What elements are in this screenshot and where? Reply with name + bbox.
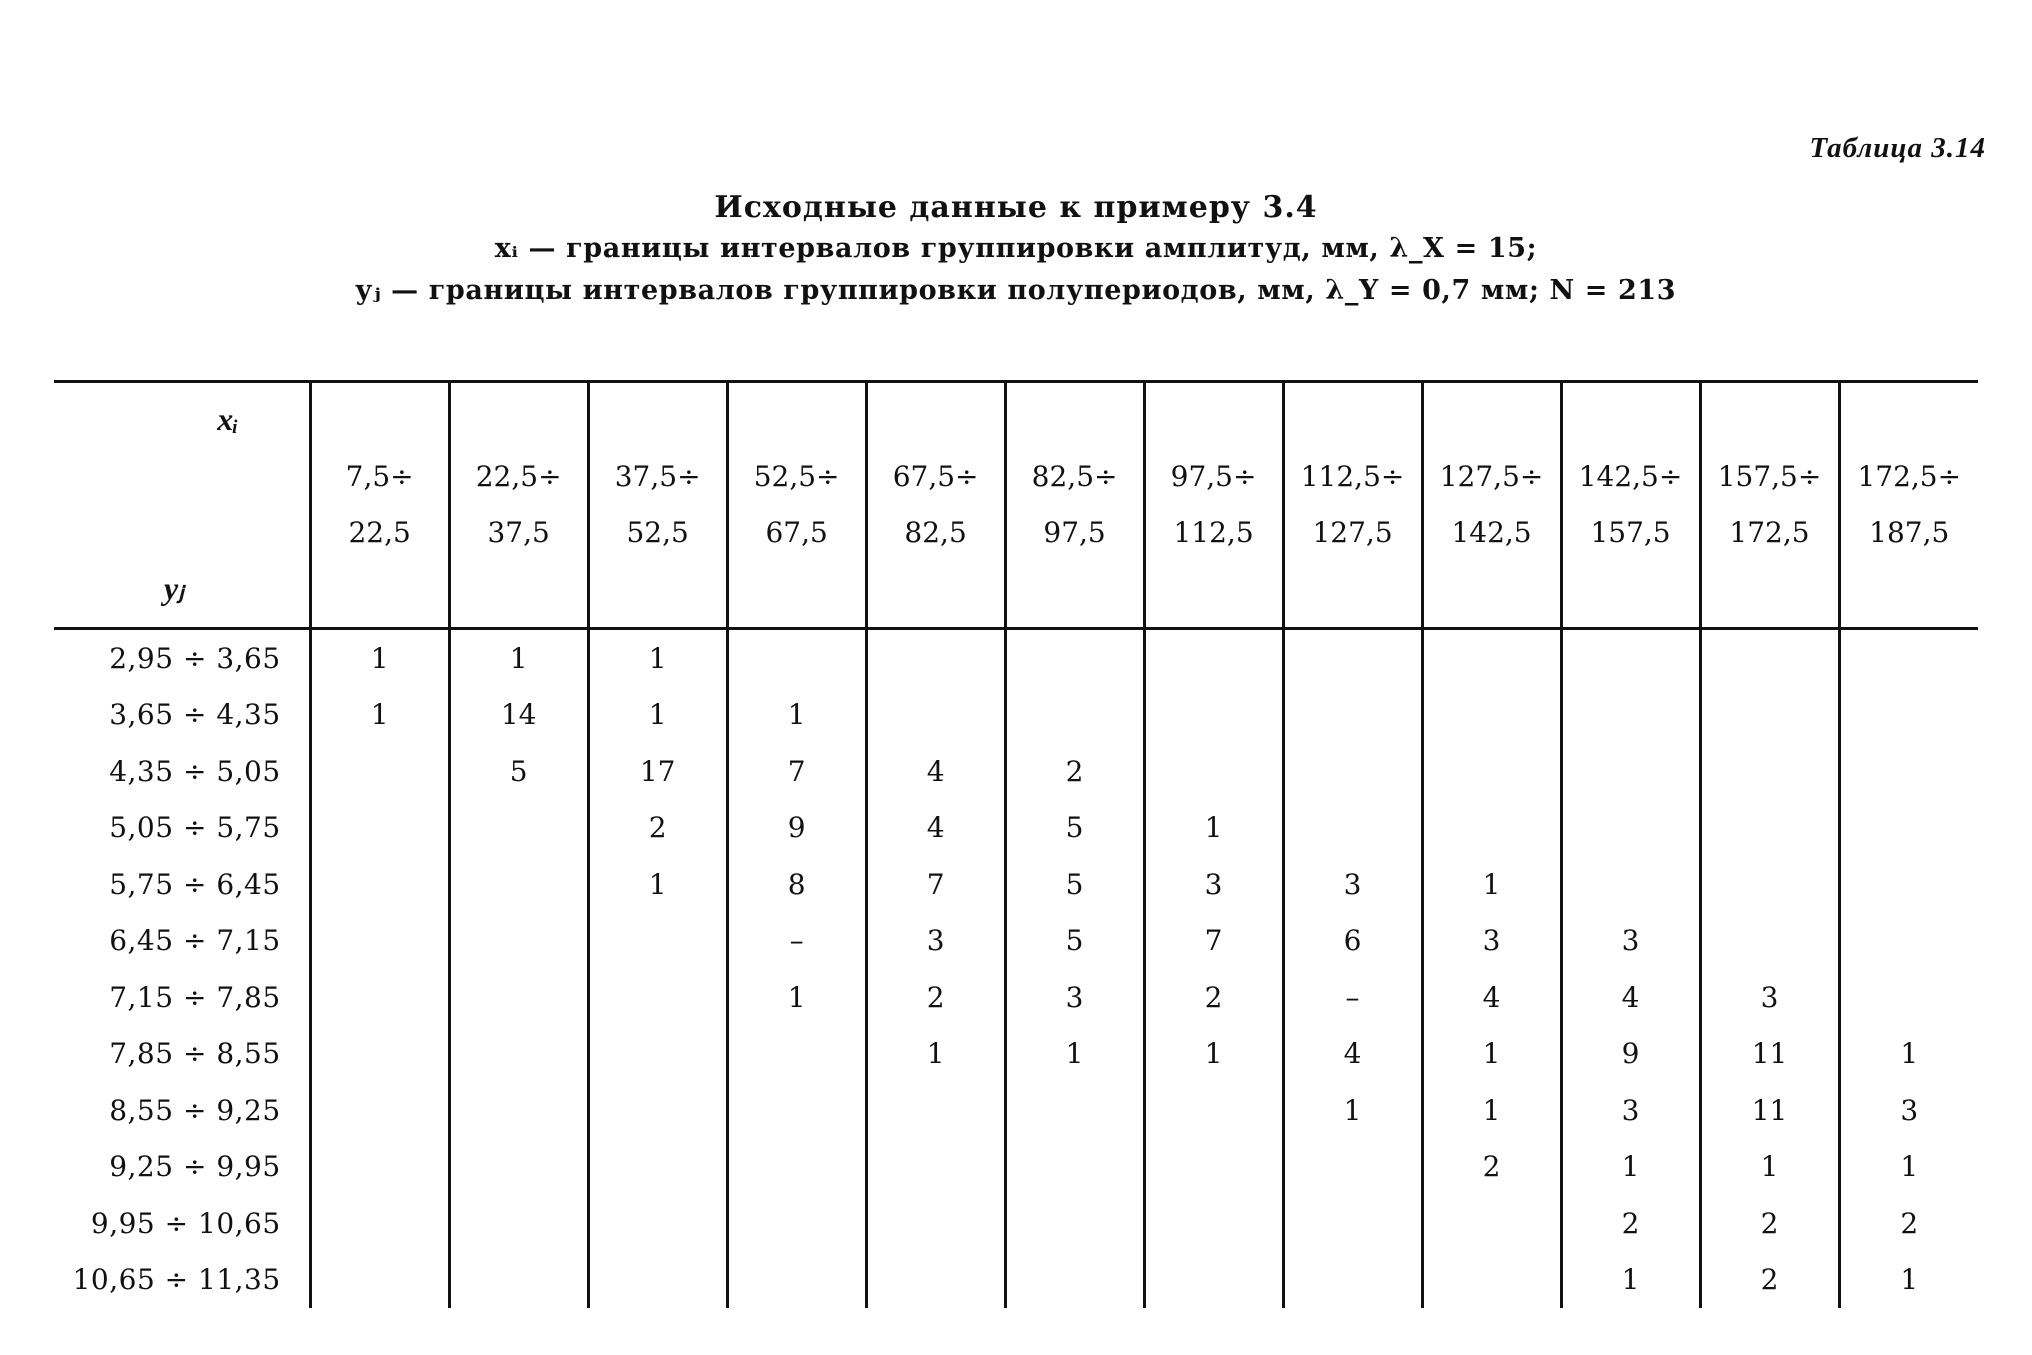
frequency-cell <box>866 629 1005 687</box>
frequency-cell <box>588 913 727 970</box>
frequency-cell: 1 <box>727 687 866 744</box>
frequency-cell <box>1283 1252 1422 1309</box>
frequency-cell: 1 <box>1900 1150 1919 1184</box>
x-interval-start: 22,5÷ <box>475 460 562 493</box>
x-interval-header <box>588 383 727 627</box>
frequency-cell: 1 <box>1144 800 1283 857</box>
frequency-cell <box>449 969 588 1026</box>
table-row <box>54 1195 1978 1252</box>
x-interval-end: 97,5 <box>1043 516 1106 549</box>
frequency-cell <box>1005 629 1144 687</box>
frequency-cell: 1 <box>1561 1252 1700 1309</box>
table-row <box>54 743 1978 800</box>
x-interval-end: 142,5 <box>1451 516 1532 549</box>
frequency-cell <box>866 1139 1005 1196</box>
frequency-cell: 3 <box>1561 1082 1700 1139</box>
frequency-cell: 1 <box>1900 1263 1919 1297</box>
frequency-cell: 1 <box>588 856 727 913</box>
frequency-cell <box>1005 1082 1144 1139</box>
x-interval-start: 7,5÷ <box>345 460 414 493</box>
frequency-cell <box>1561 743 1700 800</box>
frequency-cell <box>1839 969 1978 1026</box>
frequency-cell: 3 <box>1900 1093 1919 1127</box>
frequency-cell <box>727 1026 866 1083</box>
y-interval-label: 3,65 ÷ 4,35 <box>54 687 310 744</box>
frequency-cell <box>727 1082 866 1139</box>
x-interval-header <box>1700 383 1839 627</box>
frequency-cell: 3 <box>1144 856 1283 913</box>
y-interval-label: 6,45 ÷ 7,15 <box>54 913 310 970</box>
frequency-cell: 1 <box>449 629 588 687</box>
frequency-cell: 2 <box>1422 1139 1561 1196</box>
frequency-cell <box>588 1139 727 1196</box>
frequency-cell <box>449 856 588 913</box>
frequency-cell: 3 <box>1422 913 1561 970</box>
frequency-cell <box>1700 800 1839 857</box>
frequency-cell: 6 <box>1283 913 1422 970</box>
frequency-cell <box>588 1252 727 1309</box>
frequency-cell <box>1005 1252 1144 1309</box>
frequency-cell <box>1839 800 1978 857</box>
x-interval-header <box>1144 383 1283 627</box>
frequency-cell <box>1700 687 1839 744</box>
frequency-cell <box>1283 1195 1422 1252</box>
frequency-cell <box>449 800 588 857</box>
correlation-table <box>54 380 1978 1308</box>
frequency-cell <box>588 1082 727 1139</box>
x-interval-header <box>1839 383 1978 627</box>
frequency-cell: 3 <box>1700 969 1839 1026</box>
frequency-cell <box>449 913 588 970</box>
frequency-cell <box>310 1252 449 1309</box>
frequency-cell: 17 <box>588 743 727 800</box>
frequency-cell <box>1283 687 1422 744</box>
frequency-cell <box>310 1139 449 1196</box>
frequency-cell <box>1005 687 1144 744</box>
frequency-cell: 1 <box>310 629 449 687</box>
frequency-cell <box>1422 629 1561 687</box>
frequency-cell: 1 <box>588 687 727 744</box>
corner-header-cell <box>54 383 310 627</box>
frequency-cell: 2 <box>1700 1195 1839 1252</box>
frequency-cell <box>1839 743 1978 800</box>
x-interval-start: 82,5÷ <box>1031 460 1118 493</box>
x-interval-header <box>449 383 588 627</box>
x-interval-start: 157,5÷ <box>1717 460 1822 493</box>
table-body <box>54 629 1978 1309</box>
y-interval-label: 5,05 ÷ 5,75 <box>54 800 310 857</box>
frequency-cell <box>1561 687 1700 744</box>
frequency-cell <box>1839 913 1978 970</box>
frequency-cell <box>310 1026 449 1083</box>
frequency-cell: 2 <box>1700 1252 1839 1309</box>
table-row <box>54 1139 1978 1196</box>
frequency-cell: 5 <box>1005 913 1144 970</box>
caption-line-x: xᵢ — границы интервалов группировки амплитуд, мм, λ_X = 15; <box>494 233 1538 264</box>
x-interval-end: 112,5 <box>1173 516 1254 549</box>
frequency-cell <box>1283 800 1422 857</box>
frequency-cell <box>1422 1252 1561 1309</box>
frequency-cell <box>1561 856 1700 913</box>
frequency-cell <box>310 1195 449 1252</box>
x-interval-start: 172,5÷ <box>1857 460 1962 493</box>
frequency-cell <box>1144 1082 1283 1139</box>
frequency-cell: 2 <box>866 969 1005 1026</box>
frequency-cell <box>449 1195 588 1252</box>
frequency-cell: 1 <box>1700 1139 1839 1196</box>
frequency-cell <box>1283 743 1422 800</box>
frequency-cell <box>1422 743 1561 800</box>
frequency-cell: 1 <box>1422 1026 1561 1083</box>
frequency-cell <box>1144 743 1283 800</box>
frequency-cell <box>310 969 449 1026</box>
frequency-cell: 2 <box>1900 1206 1919 1240</box>
table-row <box>54 1082 1978 1139</box>
frequency-cell: 4 <box>1561 969 1700 1026</box>
frequency-cell <box>1700 856 1839 913</box>
frequency-cell <box>1144 687 1283 744</box>
y-interval-label: 10,65 ÷ 11,35 <box>54 1252 310 1309</box>
yj-axis-label: yⱼ <box>164 570 184 606</box>
x-interval-header <box>1561 383 1700 627</box>
frequency-cell: 5 <box>449 743 588 800</box>
y-interval-label: 2,95 ÷ 3,65 <box>54 629 310 687</box>
frequency-cell <box>310 856 449 913</box>
table-number-label: Таблица 3.14 <box>1809 132 1986 164</box>
y-interval-label: 5,75 ÷ 6,45 <box>54 856 310 913</box>
frequency-cell: 1 <box>310 687 449 744</box>
frequency-cell <box>1144 1195 1283 1252</box>
table-row <box>54 969 1978 1026</box>
table-caption <box>0 188 2032 312</box>
x-interval-header <box>727 383 866 627</box>
frequency-cell: 5 <box>1005 800 1144 857</box>
frequency-cell: 14 <box>449 687 588 744</box>
frequency-cell <box>866 687 1005 744</box>
frequency-cell: 1 <box>1422 1082 1561 1139</box>
frequency-cell <box>727 1195 866 1252</box>
x-interval-end: 37,5 <box>487 516 550 549</box>
frequency-cell: 3 <box>1283 856 1422 913</box>
y-interval-label: 8,55 ÷ 9,25 <box>54 1082 310 1139</box>
x-interval-start: 142,5÷ <box>1578 460 1683 493</box>
frequency-cell <box>1561 800 1700 857</box>
frequency-cell <box>727 629 866 687</box>
frequency-cell: 9 <box>727 800 866 857</box>
frequency-cell <box>1839 687 1978 744</box>
frequency-cell: 3 <box>866 913 1005 970</box>
frequency-cell: 7 <box>866 856 1005 913</box>
frequency-cell: 1 <box>866 1026 1005 1083</box>
frequency-cell: 8 <box>727 856 866 913</box>
frequency-cell: 7 <box>727 743 866 800</box>
frequency-cell: 4 <box>1422 969 1561 1026</box>
x-interval-end: 82,5 <box>904 516 967 549</box>
frequency-cell <box>449 1026 588 1083</box>
y-interval-label: 9,25 ÷ 9,95 <box>54 1139 310 1196</box>
frequency-cell: 9 <box>1561 1026 1700 1083</box>
frequency-cell: 4 <box>866 743 1005 800</box>
frequency-cell <box>1283 1139 1422 1196</box>
frequency-cell <box>866 1252 1005 1309</box>
x-interval-start: 67,5÷ <box>892 460 979 493</box>
x-interval-end: 52,5 <box>626 516 689 549</box>
frequency-cell: 2 <box>1005 743 1144 800</box>
x-interval-header <box>1422 383 1561 627</box>
table-row <box>54 687 1978 744</box>
x-interval-start: 52,5÷ <box>753 460 840 493</box>
frequency-cell: 1 <box>588 629 727 687</box>
table-row <box>54 1026 1978 1083</box>
frequency-cell: 3 <box>1561 913 1700 970</box>
frequency-cell <box>1422 1195 1561 1252</box>
frequency-cell: 7 <box>1144 913 1283 970</box>
caption-line-y: yⱼ — границы интервалов группировки полупериодов, мм, λ_Y = 0,7 мм; N = 213 <box>355 275 1677 306</box>
frequency-cell: 2 <box>1144 969 1283 1026</box>
table-row <box>54 1252 1978 1309</box>
x-interval-start: 112,5÷ <box>1300 460 1405 493</box>
table-row <box>54 800 1978 857</box>
frequency-cell: 11 <box>1700 1082 1839 1139</box>
frequency-cell <box>310 1082 449 1139</box>
frequency-cell <box>1005 1195 1144 1252</box>
frequency-cell <box>588 1195 727 1252</box>
x-interval-end: 67,5 <box>765 516 828 549</box>
x-interval-header <box>866 383 1005 627</box>
x-interval-end: 127,5 <box>1312 516 1393 549</box>
y-interval-label: 9,95 ÷ 10,65 <box>54 1195 310 1252</box>
frequency-cell <box>1144 1252 1283 1309</box>
table-row <box>54 856 1978 913</box>
frequency-cell <box>310 743 449 800</box>
frequency-cell <box>1283 629 1422 687</box>
frequency-cell: 4 <box>1283 1026 1422 1083</box>
x-interval-header <box>1005 383 1144 627</box>
frequency-cell <box>449 1139 588 1196</box>
frequency-cell <box>1144 1139 1283 1196</box>
frequency-cell <box>1700 743 1839 800</box>
frequency-cell <box>588 1026 727 1083</box>
frequency-cell <box>1700 629 1839 687</box>
frequency-cell: 1 <box>1561 1139 1700 1196</box>
frequency-cell <box>1700 913 1839 970</box>
frequency-cell: 2 <box>1561 1195 1700 1252</box>
x-interval-end: 187,5 <box>1869 516 1950 549</box>
table-row <box>54 913 1978 970</box>
frequency-cell <box>866 1195 1005 1252</box>
table-title: Исходные данные к примеру 3.4 <box>714 190 1318 225</box>
frequency-cell <box>1839 856 1978 913</box>
frequency-cell <box>866 1082 1005 1139</box>
frequency-cell: 1 <box>1144 1026 1283 1083</box>
frequency-cell <box>310 800 449 857</box>
frequency-cell <box>1144 629 1283 687</box>
frequency-cell: 2 <box>588 800 727 857</box>
x-interval-start: 37,5÷ <box>614 460 701 493</box>
frequency-cell: 1 <box>1283 1082 1422 1139</box>
frequency-cell <box>1839 629 1978 687</box>
y-interval-label: 4,35 ÷ 5,05 <box>54 743 310 800</box>
frequency-cell: 1 <box>1900 1037 1919 1071</box>
frequency-cell <box>588 969 727 1026</box>
frequency-cell: 1 <box>727 969 866 1026</box>
x-interval-end: 22,5 <box>348 516 411 549</box>
frequency-cell: 1 <box>1005 1026 1144 1083</box>
frequency-cell <box>1005 1139 1144 1196</box>
frequency-cell <box>727 1139 866 1196</box>
frequency-cell: – <box>727 913 866 970</box>
frequency-cell: – <box>1283 969 1422 1026</box>
frequency-cell <box>449 1252 588 1309</box>
xi-axis-label: xᵢ <box>217 401 239 437</box>
x-interval-end: 157,5 <box>1590 516 1671 549</box>
table-row <box>54 629 1978 687</box>
frequency-cell <box>727 1252 866 1309</box>
frequency-cell <box>310 913 449 970</box>
x-interval-start: 97,5÷ <box>1170 460 1257 493</box>
x-interval-start: 127,5÷ <box>1439 460 1544 493</box>
frequency-cell <box>1422 687 1561 744</box>
frequency-cell: 4 <box>866 800 1005 857</box>
y-interval-label: 7,15 ÷ 7,85 <box>54 969 310 1026</box>
frequency-cell: 11 <box>1700 1026 1839 1083</box>
y-interval-label: 7,85 ÷ 8,55 <box>54 1026 310 1083</box>
frequency-cell: 1 <box>1422 856 1561 913</box>
x-interval-header <box>1283 383 1422 627</box>
frequency-cell: 3 <box>1005 969 1144 1026</box>
frequency-cell: 5 <box>1005 856 1144 913</box>
x-interval-header <box>310 383 449 627</box>
frequency-cell <box>1561 629 1700 687</box>
frequency-cell <box>1422 800 1561 857</box>
x-interval-end: 172,5 <box>1729 516 1810 549</box>
frequency-cell <box>449 1082 588 1139</box>
